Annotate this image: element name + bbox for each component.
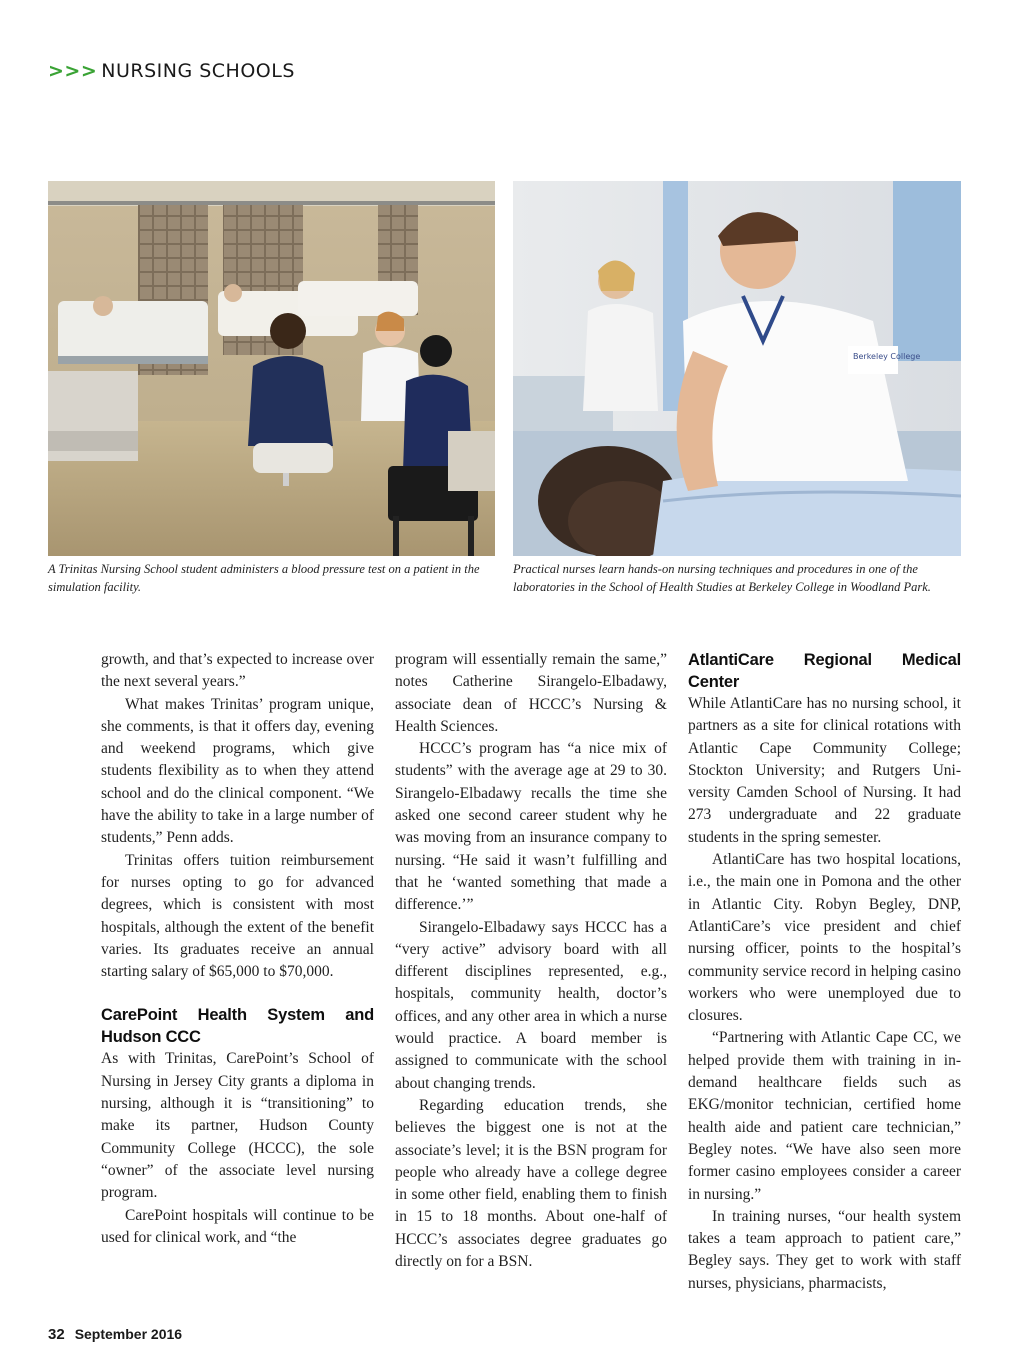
paragraph: What makes Trinitas’ program unique, she comments, is that it offers day, evening and weekend programs, which give students flexibility as to when they attend school and do the clinical component. “We have the ability to take in a large number of students,” Penn adds. (101, 695, 374, 847)
page-footer (48, 1326, 182, 1343)
paragraph: While AtlantiCare has no nursing school, it partners as a site for clinical rotations with Atlantic Cape Community College; Stockton University; and Rutgers University Camden School of Nursing. It had 273 undergraduate and 22 graduate students in the spring semester. (688, 695, 961, 846)
paragraph: CarePoint hospitals will continue to be used for clinical work, and “the (101, 1206, 374, 1246)
article-column-2 (395, 649, 667, 1273)
issue-date: September 2016 (74, 1326, 183, 1342)
subheading-carepoint: CarePoint Health System and Hudson CCC (101, 1006, 374, 1047)
photo-trinitas-illustration (48, 181, 495, 556)
page-number: 32 (48, 1326, 65, 1343)
paragraph: In training nurses, “our health system takes a team approach to patient care,” Begley says. They get to work with staff nurses, physicians, pharmacists, (688, 1207, 961, 1292)
subheading-atlanticare: AtlantiCare Regional Medical Center (688, 651, 961, 691)
shirt-logo: Berkeley College (853, 352, 921, 361)
photo-trinitas-simulation-lab (48, 181, 495, 556)
paragraph: growth, and that’s expected to increase over the next several years.” (101, 651, 374, 691)
paragraph: program will essentially remain the same,” notes Catherine Sirangelo-Elbadawy, associate dean of HCCC’s Nursing & Health Sciences. (395, 651, 667, 735)
photo-berkeley-illustration (513, 181, 961, 556)
photo-caption-right: Practical nurses learn hands-on nursing techniques and procedures in one of the laboratories in the School of Health Studies at Berkeley College in Woodland Park. (513, 562, 931, 594)
paragraph: Sirangelo-Elbadawy says HCCC has a “very active” advisory board with all different disciplines represented, e.g., hospitals, community health, doctor’s offices, and any other area in which a nurse would practice. A board member is assigned to communicate with the school about changing trends. (395, 918, 667, 1092)
section-chevrons: >>> (48, 60, 98, 82)
photo-caption-left: A Trinitas Nursing School student administers a blood pressure test on a patient in the simulation facility. (48, 562, 480, 594)
photo-berkeley-nursing-lab (513, 181, 961, 556)
section-title: NURSING SCHOOLS (101, 60, 295, 82)
paragraph: As with Trinitas, CarePoint’s School of Nursing in Jersey City grants a diploma in nursing, although it is “transitioning” to make its partner, Hudson County Community College (HCCC), the sole “owner” of the associate level nursing program. (101, 1050, 374, 1202)
paragraph: Regarding education trends, she believes the biggest one is not at the associate’s level; it is the BSN program for people who already have a college degree in some other field, enabling them to finish in 15 to 18 months. About one-half of HCCC’s associates degree graduates go directly on for a BSN. (395, 1096, 667, 1271)
paragraph: Trinitas offers tuition reimbursement for nurses opting to go for advanced degrees, which is consistent with most hospitals, although the extent of the benefit varies. Its graduates receive an annual starting salary of $65,000 to $70,000. (101, 851, 374, 981)
article-column-1 (101, 649, 374, 1249)
paragraph: HCCC’s program has “a nice mix of students” with the average age at 29 to 30. Sirangelo-Elbadawy recalls the time she asked one second career student why he was moving from an insurance company to nursing. “He said it wasn’t fulfilling and that he ‘wanted something that made a difference.’” (395, 740, 667, 914)
paragraph: AtlantiCare has two hospital locations, i.e., the main one in Pomona and the other in Atlantic City. Robyn Begley, DNP, AtlantiCare’s vice president and chief nursing officer, points to the hospital’s community service record in helping casino workers who were unemployed due to closures. (688, 851, 961, 1025)
paragraph: “Partnering with Atlantic Cape CC, we helped provide them with training in in-demand healthcare fields such as EKG/monitor technician, certified home health aide and patient care technician,” Begley notes. “We have also seen more former casino employees consider a career in nursing.” (688, 1029, 961, 1203)
article-column-3 (688, 649, 961, 1295)
section-header (48, 60, 295, 82)
